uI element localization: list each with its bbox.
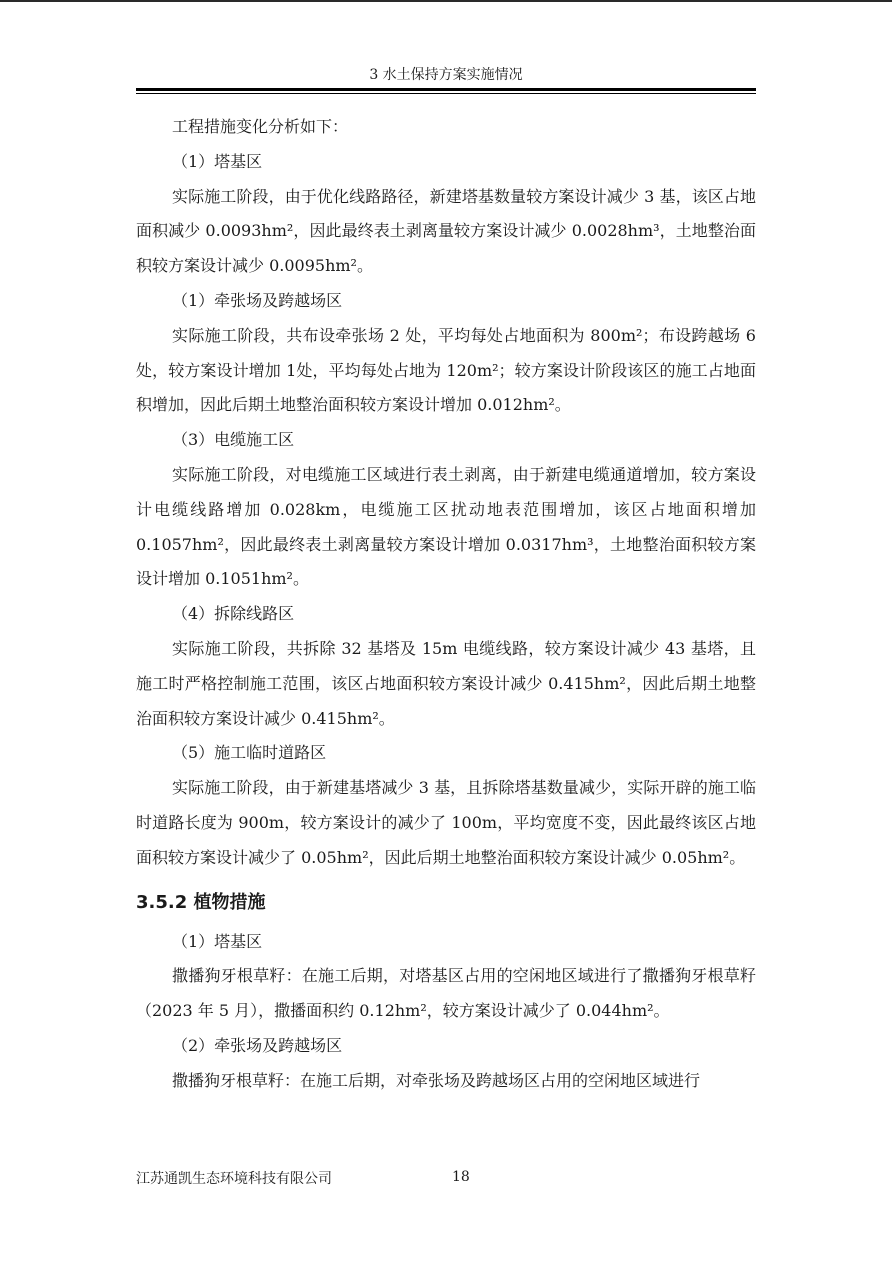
paragraph: 实际施工阶段，由于优化线路路径，新建塔基数量较方案设计减少 3 基，该区占地面积减少 0.0093hm²，因此最终表土剥离量较方案设计减少 0.0028hm³，土地整治面积较方案设计减少 0.0095hm²。 [136,186,756,276]
subsection-title: （2）牵张场及跨越场区 [172,1035,343,1055]
subsection-title: （4）拆除线路区 [172,604,295,624]
paragraph: 实际施工阶段，共拆除 32 基塔及 15m 电缆线路，较方案设计减少 43 基塔，且施工时严格控制施工范围，该区占地面积较方案设计减少 0.415hm²，因此后期土地整治面积较方案设计减少 0.415hm²。 [136,638,756,728]
paragraph: 实际施工阶段，由于新建基塔减少 3 基，且拆除塔基数量减少，实际开辟的施工临时道路长度为 900m，较方案设计的减少了 100m，平均宽度不变，因此最终该区占地面积较方案设计减少了 0.05hm²，因此后期土地整治面积较方案设计减少 0.05hm²。 [136,778,756,867]
subsection-title: （1）塔基区 [172,151,263,171]
running-header: 3 水土保持方案实施情况 [369,67,523,83]
section-heading: 3.5.2 植物措施 [136,891,266,913]
subsection-title: （5）施工临时道路区 [172,743,327,763]
subsection-title: （1）牵张场及跨越场区 [172,290,343,310]
header-rule-thin [136,93,756,94]
top-border [0,0,892,2]
paragraph: 实际施工阶段，对电缆施工区域进行表土剥离，由于新建电缆通道增加，较方案设计电缆线路增加 0.028km，电缆施工区扰动地表范围增加，该区占地面积增加 0.1057hm²，因此最终表土剥离量较方案设计增加 0.0317hm³，土地整治面积较方案设计增加 0.1051hm²。 [136,464,756,589]
footer-company: 江苏通凯生态环境科技有限公司 [136,1171,332,1187]
subsection-title: （3）电缆施工区 [172,430,295,450]
header-rule-thick [136,88,756,91]
paragraph: 撒播狗牙根草籽：在施工后期，对塔基区占用的空闲地区域进行了撒播狗牙根草籽（2023 年 5 月），撒播面积约 0.12hm²，较方案设计减少了 0.044hm²。 [136,966,756,1021]
paragraph: 撒播狗牙根草籽：在施工后期，对牵张场及跨越场区占用的空闲地区域进行 [172,1070,701,1090]
intro-text: 工程措施变化分析如下： [172,117,349,136]
page-number: 18 [452,1169,470,1185]
paragraph: 实际施工阶段，共布设牵张场 2 处，平均每处占地面积为 800m²；布设跨越场 6 处，较方案设计增加 1处，平均每处占地为 120m²；较方案设计阶段该区的施工占地面积增加，因此后期土地整治面积较方案设计增加 0.012hm²。 [136,325,756,415]
page-body [136,110,756,1099]
subsection-title: （1）塔基区 [172,931,263,951]
